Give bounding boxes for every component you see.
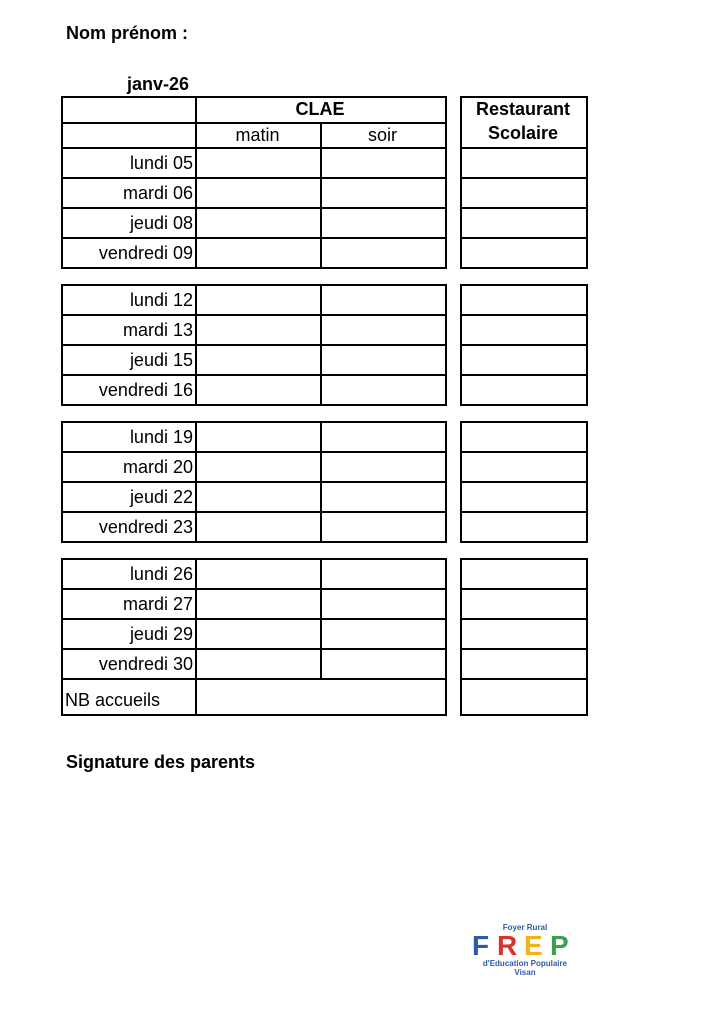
cell-soir[interactable]	[322, 560, 445, 588]
cell-matin[interactable]	[197, 620, 320, 648]
logo-top-text: Foyer Rural	[502, 923, 548, 932]
cell-matin[interactable]	[197, 423, 320, 451]
cell-soir[interactable]	[322, 513, 445, 541]
cell-soir[interactable]	[322, 286, 445, 314]
cell-matin[interactable]	[197, 453, 320, 481]
logo-middle-text: d'Education Populaire	[482, 959, 568, 968]
day-label: mardi 27	[122, 594, 193, 614]
cell-matin[interactable]	[197, 239, 320, 267]
cell-matin[interactable]	[197, 346, 320, 374]
cell-soir[interactable]	[322, 483, 445, 511]
col-header-matin: matin	[235, 125, 280, 145]
logo-letter-e: E	[524, 930, 543, 961]
cell-matin[interactable]	[197, 316, 320, 344]
cell-soir[interactable]	[322, 453, 445, 481]
cell-restaurant[interactable]	[462, 346, 586, 374]
cell-restaurant[interactable]	[462, 453, 586, 481]
day-label: mardi 13	[122, 320, 193, 340]
day-label: vendredi 09	[98, 243, 193, 263]
cell-matin[interactable]	[197, 209, 320, 237]
restaurant-title-line1: Restaurant	[475, 99, 571, 119]
day-label: vendredi 23	[98, 517, 193, 537]
logo-letter-f: F	[472, 930, 490, 961]
cell-soir[interactable]	[322, 590, 445, 618]
cell-soir[interactable]	[322, 650, 445, 678]
day-label: jeudi 08	[129, 213, 193, 233]
day-label: jeudi 29	[129, 624, 193, 644]
cell-matin[interactable]	[197, 513, 320, 541]
day-label: lundi 12	[129, 290, 193, 310]
logo-letter-p: P	[550, 930, 569, 961]
clae-title: CLAE	[295, 99, 345, 119]
restaurant-title-line2: Scolaire	[487, 123, 559, 143]
cell-matin[interactable]	[197, 650, 320, 678]
cell-matin[interactable]	[197, 149, 320, 177]
cell-soir[interactable]	[322, 346, 445, 374]
day-label: lundi 05	[129, 153, 193, 173]
cell-restaurant[interactable]	[462, 590, 586, 618]
day-label: lundi 26	[129, 564, 193, 584]
cell-restaurant[interactable]	[462, 376, 586, 404]
cell-soir[interactable]	[322, 423, 445, 451]
cell-matin[interactable]	[197, 560, 320, 588]
cell-restaurant[interactable]	[462, 483, 586, 511]
cell-restaurant[interactable]	[462, 179, 586, 207]
month-label: janv-26	[127, 74, 190, 94]
cell-restaurant[interactable]	[462, 239, 586, 267]
frep-logo	[465, 920, 585, 978]
day-label: jeudi 22	[129, 487, 193, 507]
cell-restaurant[interactable]	[462, 316, 586, 344]
cell-matin[interactable]	[197, 376, 320, 404]
logo-bottom-text: Visan	[514, 968, 536, 977]
cell-restaurant[interactable]	[462, 286, 586, 314]
cell-soir[interactable]	[322, 209, 445, 237]
day-label: vendredi 30	[98, 654, 193, 674]
cell-matin[interactable]	[197, 590, 320, 618]
cell-matin[interactable]	[197, 286, 320, 314]
cell-total-clae[interactable]	[197, 680, 445, 714]
cell-total-restaurant[interactable]	[462, 680, 586, 714]
cell-matin[interactable]	[197, 483, 320, 511]
cell-restaurant[interactable]	[462, 650, 586, 678]
cell-restaurant[interactable]	[462, 620, 586, 648]
day-label: mardi 06	[122, 183, 193, 203]
day-label: mardi 20	[122, 457, 193, 477]
day-label: jeudi 15	[129, 350, 193, 370]
name-label: Nom prénom :	[66, 23, 189, 43]
cell-restaurant[interactable]	[462, 423, 586, 451]
cell-soir[interactable]	[322, 179, 445, 207]
cell-restaurant[interactable]	[462, 513, 586, 541]
day-label: lundi 19	[129, 427, 193, 447]
cell-restaurant[interactable]	[462, 149, 586, 177]
cell-soir[interactable]	[322, 239, 445, 267]
cell-soir[interactable]	[322, 376, 445, 404]
cell-restaurant[interactable]	[462, 209, 586, 237]
day-label: vendredi 16	[98, 380, 193, 400]
logo-letter-r: R	[497, 930, 518, 961]
col-header-soir: soir	[367, 125, 397, 145]
total-label: NB accueils	[65, 690, 161, 710]
signature-label: Signature des parents	[66, 752, 256, 772]
cell-matin[interactable]	[197, 179, 320, 207]
cell-restaurant[interactable]	[462, 560, 586, 588]
cell-soir[interactable]	[322, 149, 445, 177]
cell-soir[interactable]	[322, 316, 445, 344]
cell-soir[interactable]	[322, 620, 445, 648]
